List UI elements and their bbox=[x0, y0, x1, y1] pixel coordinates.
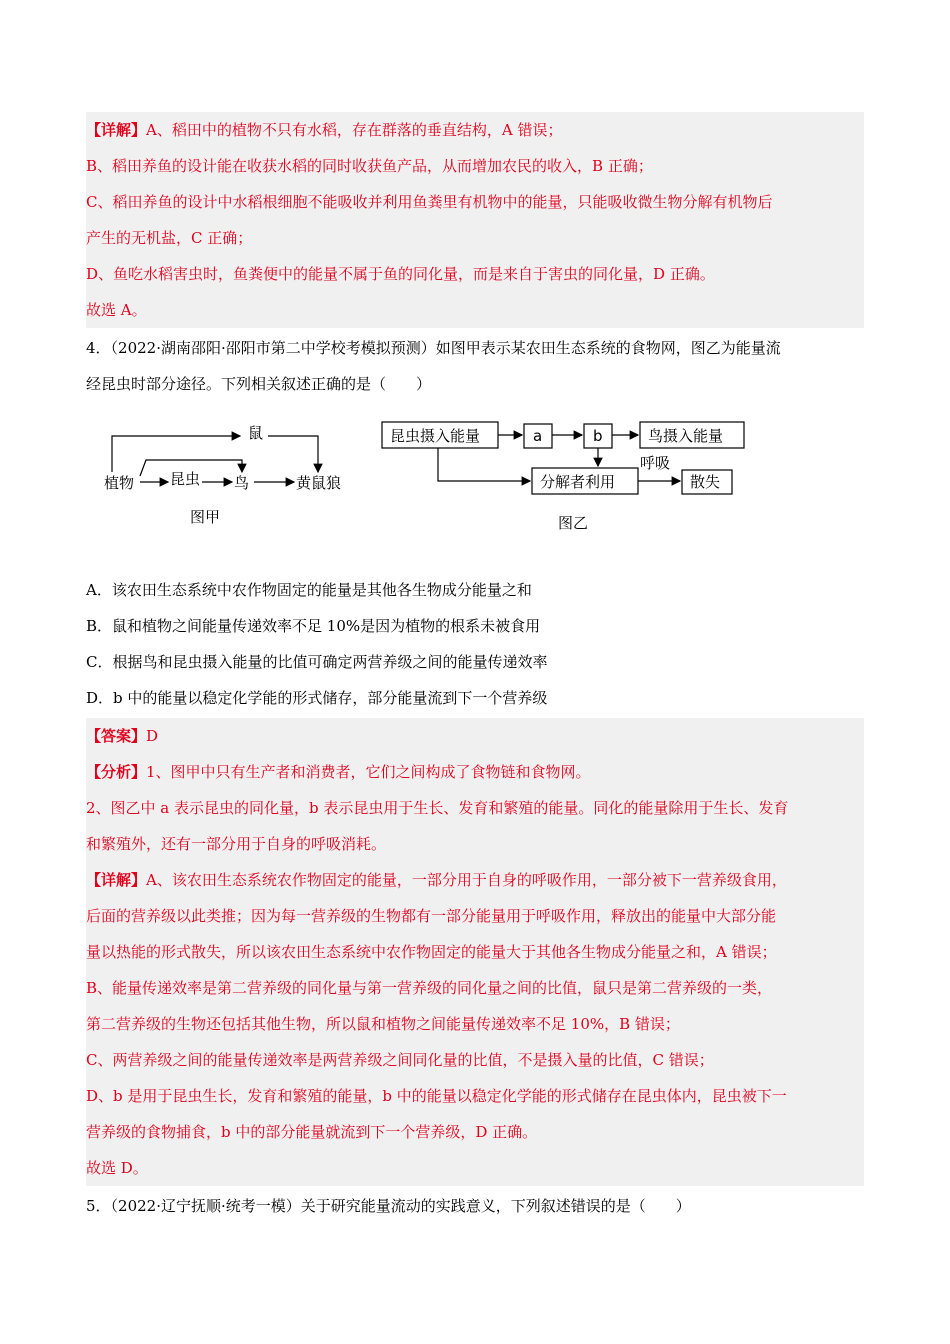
box-b: b bbox=[593, 427, 603, 445]
explanation-block-q4 bbox=[86, 718, 864, 1186]
caption-fig-b: 图乙 bbox=[558, 514, 589, 532]
detail-tag: 【详解】 bbox=[86, 121, 147, 139]
analysis-line: 【分析】1、图甲中只有生产者和消费者，它们之间构成了食物链和食物网。 bbox=[86, 763, 591, 781]
detail-line: 【详解】A、稻田中的植物不只有水稻，存在群落的垂直结构，A 错误； bbox=[86, 121, 563, 139]
node-kunchong: 昆虫 bbox=[170, 470, 201, 488]
page bbox=[86, 0, 864, 1224]
explanation-block-q3 bbox=[86, 112, 864, 328]
detail-line: C、稻田养鱼的设计中水稻根细胞不能吸收并利用鱼粪里有机物中的能量，只能吸收微生物分解有机物后 bbox=[86, 193, 773, 211]
node-shu: 鼠 bbox=[248, 424, 264, 442]
option-d: D．b 中的能量以稳定化学能的形式储存，部分能量流到下一个营养级 bbox=[86, 689, 548, 707]
conclusion-line: 故选 A。 bbox=[86, 301, 147, 319]
caption-fig-a: 图甲 bbox=[190, 508, 221, 526]
box-niao-intake: 鸟摄入能量 bbox=[648, 427, 724, 445]
analysis-line: 和繁殖外，还有一部分用于自身的呼吸消耗。 bbox=[86, 835, 387, 853]
detail-line: 量以热能的形式散失，所以该农田生态系统中农作物固定的能量大于其他各生物成分能量之和，A 错误； bbox=[86, 943, 777, 961]
label-huxi: 呼吸 bbox=[640, 454, 671, 472]
question-5-stem: 5．（2022·辽宁抚顺·统考一模）关于研究能量流动的实践意义，下列叙述错误的是（ ） bbox=[86, 1197, 691, 1215]
detail-line: D、b 是用于昆虫生长，发育和繁殖的能量，b 中的能量以稳定化学能的形式储存在昆虫体内，昆虫被下一 bbox=[86, 1087, 787, 1105]
box-kunchong-intake: 昆虫摄入能量 bbox=[390, 427, 481, 445]
conclusion-line: 故选 D。 bbox=[86, 1159, 148, 1177]
node-zhiwu: 植物 bbox=[104, 474, 135, 492]
detail-line: B、能量传递效率是第二营养级的同化量与第一营养级的同化量之间的比值，鼠只是第二营养级的一类， bbox=[86, 979, 773, 997]
question-4-stem: 4．（2022·湖南邵阳·邵阳市第二中学校考模拟预测）如图甲表示某农田生态系统的食物网，图乙为能量流 bbox=[86, 339, 781, 357]
box-decomposer: 分解者利用 bbox=[540, 473, 616, 491]
analysis-line: 2、图乙中 a 表示昆虫的同化量，b 表示昆虫用于生长、发育和繁殖的能量。同化的能量除用于生长、发育 bbox=[86, 799, 789, 817]
detail-line: 【详解】A、该农田生态系统农作物固定的能量，一部分用于自身的呼吸作用，一部分被下一营养级食用， bbox=[86, 871, 787, 889]
detail-line: 营养级的食物捕食，b 中的部分能量就流到下一个营养级，D 正确。 bbox=[86, 1123, 538, 1141]
answer-line bbox=[86, 718, 864, 754]
node-huangshulang: 黄鼠狼 bbox=[296, 474, 342, 492]
box-sanshi: 散失 bbox=[690, 473, 721, 491]
detail-tag: 【详解】 bbox=[86, 871, 147, 889]
detail-line: 第二营养级的生物还包括其他生物，所以鼠和植物之间能量传递效率不足 10%，B 错误； bbox=[86, 1015, 680, 1033]
answer-tag: 【答案】 bbox=[86, 727, 147, 745]
analysis-tag: 【分析】 bbox=[86, 763, 147, 781]
figure-b bbox=[382, 422, 744, 532]
figure-a bbox=[104, 424, 341, 526]
detail-line: 后面的营养级以此类推；因为每一营养级的生物都有一部分能量用于呼吸作用，释放出的能量中大部分能 bbox=[86, 907, 777, 925]
answer-value: D bbox=[146, 727, 159, 745]
detail-line: 产生的无机盐，C 正确； bbox=[86, 229, 253, 247]
food-web-and-energy-diagram bbox=[86, 402, 864, 572]
question-4-stem: 经昆虫时部分途径。下列相关叙述正确的是（ ） bbox=[86, 375, 432, 393]
option-b: B．鼠和植物之间能量传递效率不足 10%是因为植物的根系未被食用 bbox=[86, 617, 541, 635]
option-c: C．根据鸟和昆虫摄入能量的比值可确定两营养级之间的能量传递效率 bbox=[86, 653, 548, 671]
question-4-figures bbox=[86, 402, 864, 572]
detail-line: B、稻田养鱼的设计能在收获水稻的同时收获鱼产品，从而增加农民的收入，B 正确； bbox=[86, 157, 653, 175]
node-niao: 鸟 bbox=[234, 474, 250, 492]
box-a: a bbox=[533, 427, 543, 445]
detail-line: D、鱼吃水稻害虫时，鱼粪便中的能量不属于鱼的同化量，而是来自于害虫的同化量，D 正确。 bbox=[86, 265, 715, 283]
option-a: A．该农田生态系统中农作物固定的能量是其他各生物成分能量之和 bbox=[86, 581, 532, 599]
detail-line: C、两营养级之间的能量传递效率是两营养级之间同化量的比值，不是摄入量的比值，C 错误； bbox=[86, 1051, 714, 1069]
